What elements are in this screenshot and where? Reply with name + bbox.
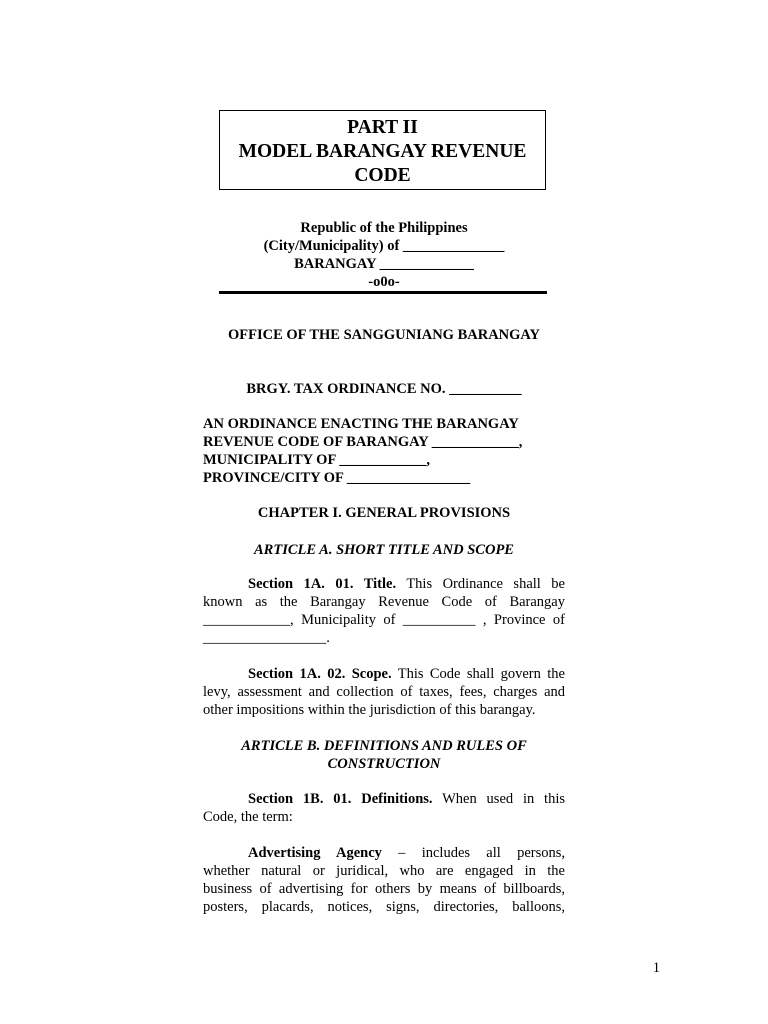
advertising-agency-text: – includes all persons, — [398, 845, 565, 861]
article-b-line1: ARTICLE B. DEFINITIONS AND RULES OF — [241, 738, 527, 754]
section-1b01-heading: Section 1B. 01. Definitions. — [248, 791, 433, 807]
title-code: CODE — [354, 165, 411, 186]
ordinance-title-line: PROVINCE/CITY OF _________________ — [203, 470, 471, 486]
section-1a01 — [203, 575, 565, 647]
section-1a02 — [203, 665, 565, 719]
section-1b01 — [203, 790, 565, 826]
section-1a01-line4: _________________. — [203, 630, 330, 646]
section-1a02-text: This Code shall govern the — [397, 666, 565, 682]
section-1a02-line3: other impositions within the jurisdiction of this barangay. — [203, 702, 536, 718]
title-box — [219, 110, 546, 190]
advertising-agency-line1 — [203, 844, 565, 862]
title-main: MODEL BARANGAY REVENUE — [238, 141, 527, 162]
chapter-heading: CHAPTER I. GENERAL PROVISIONS — [257, 505, 511, 521]
section-1a01-line2: known as the Barangay Revenue Code of Barangay — [203, 594, 565, 610]
section-1a02-heading: Section 1A. 02. Scope. — [248, 666, 392, 682]
page-number: 1 — [652, 960, 660, 976]
office-heading: OFFICE OF THE SANGGUNIANG BARANGAY — [227, 327, 541, 343]
ordinance-title-line: MUNICIPALITY OF ____________, — [203, 452, 431, 468]
section-1a01-text: This Ordinance shall be — [406, 576, 565, 592]
ordinance-title-line: REVENUE CODE OF BARANGAY ____________, — [203, 434, 523, 450]
section-1a01-line1 — [203, 575, 565, 593]
advertising-agency-line4: posters, placards, notices, signs, directories, balloons, — [203, 899, 565, 915]
section-1b01-text: When used in this — [442, 791, 565, 807]
ordinance-title — [203, 415, 565, 487]
separator-line: -o0o- — [368, 274, 400, 290]
section-1b01-line1 — [203, 790, 565, 808]
advertising-agency-line3: business of advertising for others by means of billboards, — [203, 881, 565, 897]
section-1b01-line2: Code, the term: — [203, 809, 293, 825]
article-b-line2: CONSTRUCTION — [327, 756, 441, 772]
ordinance-number: BRGY. TAX ORDINANCE NO. __________ — [246, 381, 522, 397]
article-a-heading: ARTICLE A. SHORT TITLE AND SCOPE — [254, 542, 514, 558]
advertising-agency-line2: whether natural or juridical, who are engaged in the — [203, 863, 565, 879]
republic-line: Republic of the Philippines — [300, 220, 468, 236]
section-1a02-line2: levy, assessment and collection of taxes, fees, charges and — [203, 684, 565, 700]
advertising-agency-term: Advertising Agency — [248, 845, 382, 861]
section-1a01-heading: Section 1A. 01. Title. — [248, 576, 397, 592]
ordinance-title-line: AN ORDINANCE ENACTING THE BARANGAY — [203, 416, 519, 432]
document-header — [150, 219, 618, 291]
section-1a02-line1 — [203, 665, 565, 683]
section-1a01-line3: ____________, Municipality of __________ , Province of — [203, 612, 565, 628]
city-line: (City/Municipality) of ______________ — [263, 238, 505, 254]
definition-advertising-agency — [203, 844, 565, 916]
barangay-line: BARANGAY _____________ — [294, 256, 474, 272]
horizontal-rule — [219, 291, 547, 294]
title-part: PART II — [347, 117, 418, 138]
article-b-heading — [150, 737, 618, 773]
